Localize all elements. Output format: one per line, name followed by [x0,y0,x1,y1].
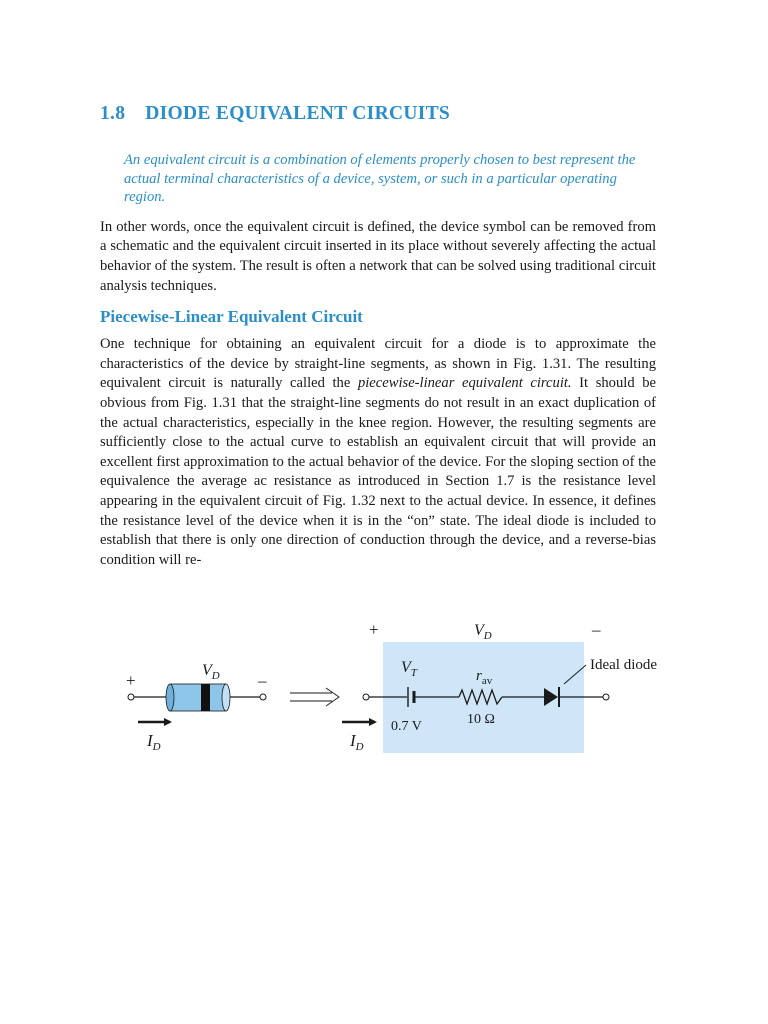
equivalent-circuit [342,620,657,753]
page-body [100,96,656,570]
vd-left-sub: D [211,670,220,682]
actual-diode-circuit [126,662,267,753]
diode-package [166,684,230,711]
equivalence-arrow [290,688,339,706]
right-plus-sign: + [369,620,379,639]
id-left-main: I [147,731,153,750]
right-terminal-plus [363,694,369,700]
section-number: 1.8 [100,103,126,124]
subsection-heading: Piecewise-Linear Equivalent Circuit [100,307,363,327]
left-terminal-plus [128,694,134,700]
paragraph-text-part2: It should be obvious from Fig. 1.31 that the straight-line segments do not result in an exact duplication of the actual characteristics, especially in the knee region. However, the resulting segments are sufficiently close to the actual curve to establish an equivalent circuit that will provide an excellent first approximation to the actual behavior of the device. For the sloping section of the equivalence the average ac resistance as introduced in Section 1.7 is the resistance level appearing in the equivalent circuit of Fig. 1.32 next to the actual device. In essence, it defines the resistance level of the device when it is in the “on” state. The ideal diode is included to establish that there is only one direction of conduction through the device, and a reverse-bias condition will re- [100,375,656,568]
right-voltage-label [474,622,492,642]
right-current-label [349,731,364,753]
vt-main: V [401,659,411,676]
vd-left-main: V [202,662,212,679]
paragraph-text-part1: One technique for obtaining an equivalent circuit for a diode is to approximate the characteristics of the device by straight-line segments, as shown in Fig. 1.31. The resulting equivalent circuit is naturally called the [100,336,656,392]
left-current-label [146,731,161,753]
left-voltage-label [202,662,220,682]
section-title: DIODE EQUIVALENT CIRCUITS [145,103,451,124]
vd-right-main: V [474,622,484,639]
definition-text: An equivalent circuit is a combination of elements properly chosen to best represent the actual terminal characteristics of a device, system, or such in a particular operating region. [124,152,636,206]
body-paragraph [100,335,656,570]
battery-value: 0.7 V [391,719,422,734]
diode-body [170,684,226,711]
italic-term: piecewise-linear equivalent circuit. [357,375,572,392]
id-right-main: I [350,731,356,750]
intro-paragraph: In other words, once the equivalent circuit is defined, the device symbol can be removed from a schematic and the equivalent circuit inserted in its place without severely affecting the actual behavior of the system. The result is often a network that can be solved using traditional circuit analysis techniques. [100,218,656,294]
circuit-figure [0,600,768,780]
r-main: r [476,668,482,684]
diode-end-right [222,684,230,711]
cathode-band [201,684,210,711]
vd-right-sub: D [483,630,492,642]
right-minus-sign: – [592,620,601,639]
id-left-sub: D [152,741,161,753]
left-plus-sign: + [126,671,136,690]
id-right-sub: D [355,741,364,753]
right-terminal-minus [603,694,609,700]
r-sub: av [481,675,493,687]
diode-end-left [166,684,174,711]
left-terminal-minus [260,694,266,700]
r-value: 10 Ω [467,712,495,727]
circuit-diagram [0,600,768,780]
vt-sub: T [410,667,417,679]
section-heading [100,96,656,137]
ideal-diode-label: Ideal diode [590,657,658,673]
left-minus-sign: – [258,671,267,690]
